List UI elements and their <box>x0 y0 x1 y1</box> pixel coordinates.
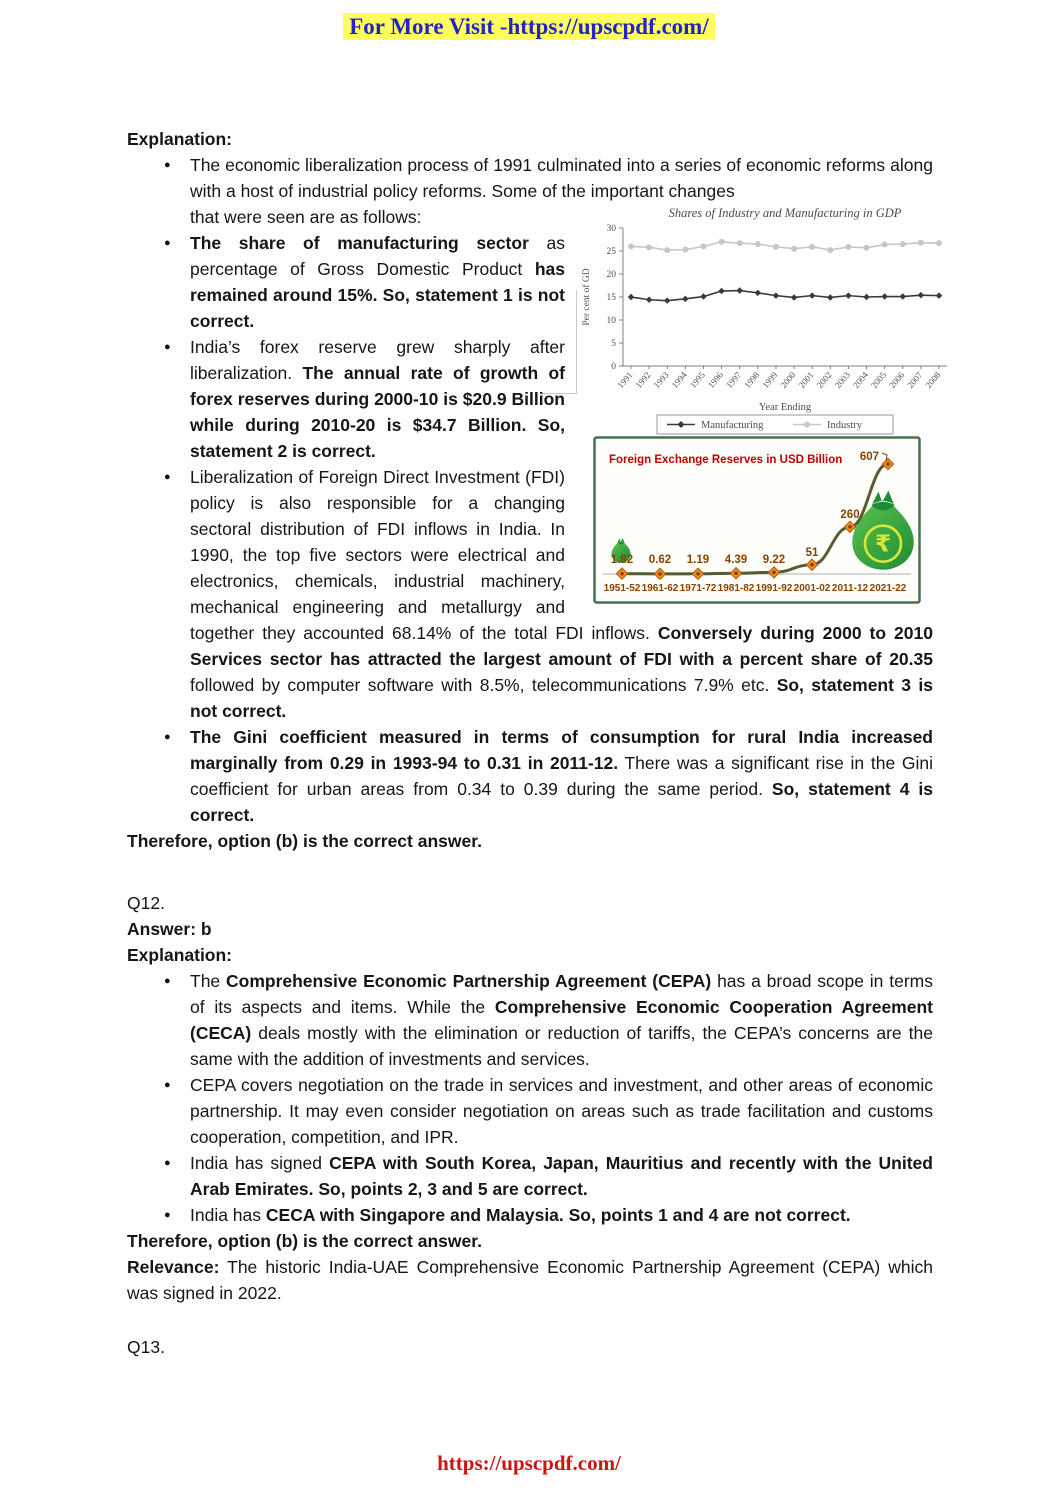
svg-text:4.39: 4.39 <box>724 554 748 566</box>
svg-text:1981-82: 1981-82 <box>717 583 755 594</box>
text-run: deals mostly with the elimination or reduction of tariffs, the CEPA’s concerns are the same with the addition of investments and services. <box>190 1023 933 1069</box>
list-item <box>127 464 933 724</box>
text-run: Relevance: <box>127 1257 220 1277</box>
text-run: The annual rate of growth of forex reserves during 2000-10 is $20.9 Billion while during 2010-20 is $34.7 Billion. So, statement 2 is correct. <box>190 363 565 461</box>
text-run: has a broad scope in terms of its aspects and items. While the <box>190 971 933 1017</box>
text-run: India has <box>190 1205 266 1225</box>
svg-text:260: 260 <box>840 508 860 521</box>
text-run: CEPA with South Korea, Japan, Mauritius and recently with the United Arab Emirates. So, points 2, 3 and 5 are correct. <box>190 1153 933 1199</box>
svg-text:Manufacturing: Manufacturing <box>701 420 764 431</box>
list-item <box>127 1072 933 1150</box>
svg-text:9.22: 9.22 <box>762 554 786 566</box>
svg-text:1999: 1999 <box>760 369 780 391</box>
svg-text:10: 10 <box>606 316 616 326</box>
svg-text:30: 30 <box>606 224 616 234</box>
svg-text:Per cent of GD: Per cent of GD <box>582 268 592 326</box>
svg-text:2008: 2008 <box>923 369 943 391</box>
text-run: The <box>190 971 226 991</box>
list-item <box>127 724 933 828</box>
list-item <box>127 1202 933 1228</box>
header-link[interactable]: For More Visit -https://upscpdf.com/ <box>343 13 714 40</box>
svg-text:₹: ₹ <box>874 529 892 558</box>
svg-text:2000: 2000 <box>778 369 798 391</box>
svg-text:20: 20 <box>606 270 616 280</box>
document-content <box>127 126 943 1360</box>
header <box>0 14 1058 40</box>
text-run: India’s forex reserve grew sharply after liberalization. <box>190 337 565 383</box>
svg-text:Shares of Industry and Manufac: Shares of Industry and Manufacturing in GDP <box>668 206 902 220</box>
svg-text:2003: 2003 <box>832 369 852 391</box>
text-run: that were seen are as follows: <box>190 207 422 227</box>
svg-text:1961-62: 1961-62 <box>641 583 679 594</box>
question-12-section <box>127 890 933 1306</box>
svg-text:1.82: 1.82 <box>610 554 634 566</box>
text-run: Comprehensive Economic Cooperation Agreement (CECA) <box>190 997 933 1043</box>
svg-text:5: 5 <box>611 339 616 349</box>
svg-text:1993: 1993 <box>651 369 671 391</box>
svg-text:1951-52: 1951-52 <box>603 583 641 594</box>
text-run: followed by computer software with 8.5%, telecommunications 7.9% etc. <box>190 675 777 695</box>
text-run: CEPA covers negotiation on the trade in services and investment, and other areas of economic partnership. It may even consider negotiation on areas such as trade facilitation and customs cooperation, competition, and IPR. <box>190 1075 933 1147</box>
text-run: The historic India-UAE Comprehensive Economic Partnership Agreement (CEPA) which was signed in 2022. <box>127 1257 933 1303</box>
svg-text:2011-12: 2011-12 <box>831 583 869 594</box>
explanation-heading: Explanation: <box>127 945 233 965</box>
svg-text:25: 25 <box>606 247 616 257</box>
svg-text:1991-92: 1991-92 <box>755 583 793 594</box>
list-item <box>127 230 933 334</box>
svg-text:0: 0 <box>611 362 616 372</box>
svg-text:2002: 2002 <box>814 369 834 391</box>
list-item <box>127 1150 933 1202</box>
svg-text:1971-72: 1971-72 <box>679 583 717 594</box>
svg-text:1991: 1991 <box>615 369 635 391</box>
svg-text:1997: 1997 <box>724 369 744 391</box>
svg-text:51: 51 <box>805 546 819 559</box>
conclusion-text: Therefore, option (b) is the correct answer. <box>127 831 482 851</box>
text-run: The economic liberalization process of 1991 culminated into a series of economic reforms along with a host of industrial policy reforms. Some of the important changes <box>190 155 933 201</box>
svg-text:1.19: 1.19 <box>686 554 710 566</box>
svg-text:1998: 1998 <box>742 369 762 391</box>
explanation-section-q11 <box>127 126 943 862</box>
svg-text:1996: 1996 <box>705 369 726 391</box>
text-run: There was a significant rise in the Gini coefficient for urban areas from 0.34 to 0.39 during the same period. <box>190 753 934 799</box>
svg-text:2005: 2005 <box>868 369 889 391</box>
explanation-bullet-list <box>127 968 933 1228</box>
svg-text:607: 607 <box>859 451 879 463</box>
svg-text:Year Ending: Year Ending <box>758 402 812 413</box>
text-run: Comprehensive Economic Partnership Agreement (CEPA) <box>226 971 712 991</box>
text-run: The Gini coefficient measured in terms of consumption for rural India increased marginally from 0.29 in 1993-94 to 0.31 in 2011-12. <box>190 727 933 773</box>
svg-text:2006: 2006 <box>887 369 907 391</box>
text-run: So, statement 3 is not correct. <box>190 675 933 721</box>
svg-text:2004: 2004 <box>850 369 871 391</box>
text-run: Liberalization of Foreign Direct Investment (FDI) policy is also responsible for a changing sectoral distribution of FDI inflows in India. In 1990, the top five sectors were electrical and electronics, chemicals, industrial machinery, mechanical engineering and metallurgy and together they accounted 68.14% of the total FDI inflows. <box>190 467 658 643</box>
text-run: as percentage of Gross Domestic Product <box>190 233 565 279</box>
svg-text:2001: 2001 <box>796 369 816 391</box>
svg-text:2021-22: 2021-22 <box>869 583 907 594</box>
svg-text:2007: 2007 <box>905 369 925 391</box>
text-run: India has signed <box>190 1153 330 1173</box>
svg-text:1992: 1992 <box>633 369 653 391</box>
relevance-text <box>127 1254 933 1306</box>
conclusion-text: Therefore, option (b) is the correct answer. <box>127 1231 482 1251</box>
svg-text:0.62: 0.62 <box>648 554 672 566</box>
svg-text:1995: 1995 <box>687 369 708 391</box>
text-run: has remained around 15%. So, statement 1 is not correct. <box>190 259 565 331</box>
text-run: CECA with Singapore and Malaysia. So, points 1 and 4 are not correct. <box>265 1205 851 1225</box>
explanation-heading: Explanation: <box>127 129 233 149</box>
svg-text:Foreign Exchange Reserves in U: Foreign Exchange Reserves in USD Billion <box>609 454 843 466</box>
svg-text:15: 15 <box>606 293 616 303</box>
list-item <box>127 334 933 464</box>
footer-link[interactable]: https://upscpdf.com/ <box>437 1451 621 1475</box>
text-run: So, statement 4 is correct. <box>190 779 933 825</box>
text-run: The share of manufacturing sector <box>190 233 529 253</box>
svg-text:Industry: Industry <box>827 420 862 431</box>
list-item <box>127 968 933 1072</box>
question-label: Q12. <box>127 893 165 913</box>
svg-text:1994: 1994 <box>669 369 689 391</box>
answer-text: Answer: b <box>127 919 212 939</box>
svg-text:2001-02: 2001-02 <box>793 583 831 594</box>
footer <box>0 1451 1058 1476</box>
question-label: Q13. <box>127 1337 165 1357</box>
text-run: Conversely during 2000 to 2010 Services sector has attracted the largest amount of FDI with a percent share of 20.35 <box>190 623 933 669</box>
explanation-bullet-list <box>127 152 943 828</box>
